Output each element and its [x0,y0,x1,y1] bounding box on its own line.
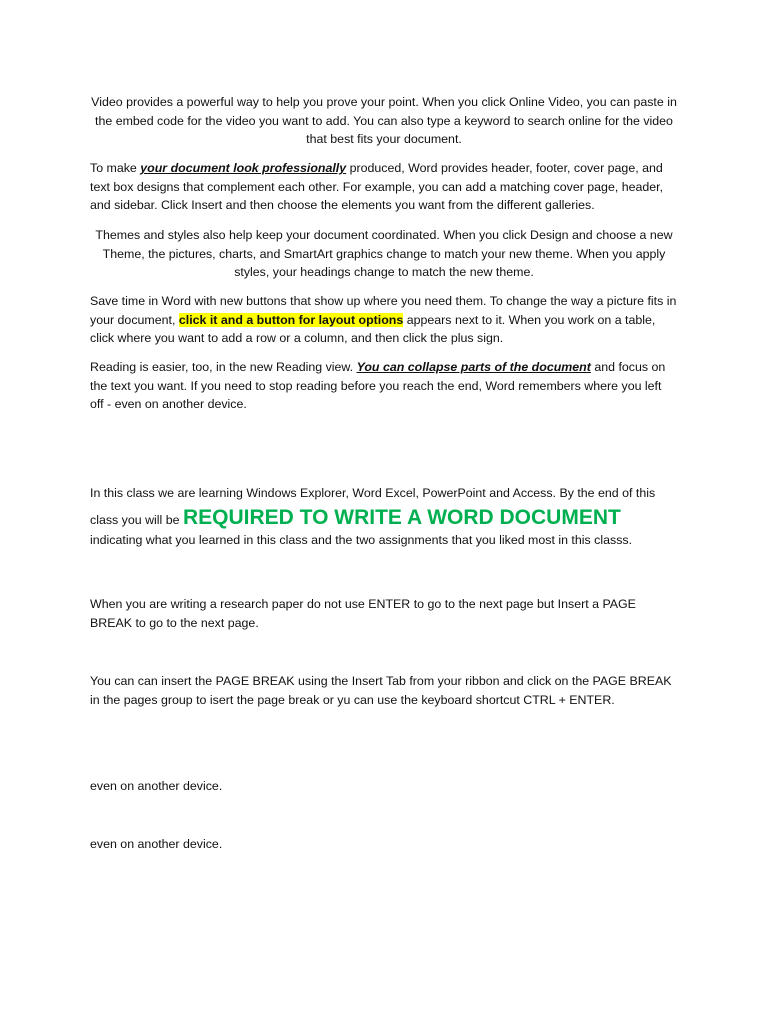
text-run: To make [90,161,141,175]
paragraph-reading [90,358,678,414]
text-run: Save time in Word with new buttons that show up where you need them. To change the way a picture fits in your document, [90,294,677,327]
paragraph-themes: Themes and styles also help keep your document coordinated. When you click Design and choose a new Theme, the pictures, charts, and SmartArt graphics change to match your new theme. When you apply styles, your headings change to match the new theme. [95,228,673,279]
paragraph-video: Video provides a powerful way to help you prove your point. When you click Online Video, you can paste in the embed code for the video you want to add. You can also type a keyword to search online for the video that best fits your document. [91,95,677,146]
class-line-2 [90,505,678,531]
paragraph-class [90,484,678,549]
emphasized-text: your document look professionally [140,161,347,175]
required-heading: REQUIRED TO WRITE A WORD DOCUMENT [182,505,621,529]
paragraph-device-2: even on another device. [90,837,223,851]
text-run: Reading is easier, too, in the new Reading view. [90,360,357,374]
highlighted-text: click it and a button for layout options [178,312,404,327]
emphasized-text: You can collapse parts of the document [356,360,591,374]
text-run: produced, Word provides header, footer, cover page, and text box designs that complement each other. For example, you can add a matching cover page, header, and sidebar. Click Insert and then choose the elements you want from the different galleries. [90,161,664,212]
paragraph-page-break: You can can insert the PAGE BREAK using the Insert Tab from your ribbon and click on the PAGE BREAK in the pages group to isert the page break or yu can use the keyboard shortcut CTRL + ENTER. [90,674,672,707]
text-run: appears next to it. When you work on a table, click where you want to add a row or a column, and then click the plus sign. [90,312,656,345]
class-line-3: indicating what you learned in this class and the two assignments that you liked most in this classs. [90,532,633,547]
paragraph-device-1: even on another device. [90,779,223,793]
paragraph-research: When you are writing a research paper do not use ENTER to go to the next page but Insert a PAGE BREAK to go to the next page. [90,597,636,630]
paragraph-professional [90,159,678,215]
class-line-1: In this class we are learning Windows Explorer, Word Excel, PowerPoint and Access. By the end of this [90,486,656,500]
text-run: and focus on the text you want. If you need to stop reading before you reach the end, Word remembers where you left off - even on another device. [90,360,666,411]
text-run: class you will be [90,512,183,527]
paragraph-save-time [90,292,678,348]
